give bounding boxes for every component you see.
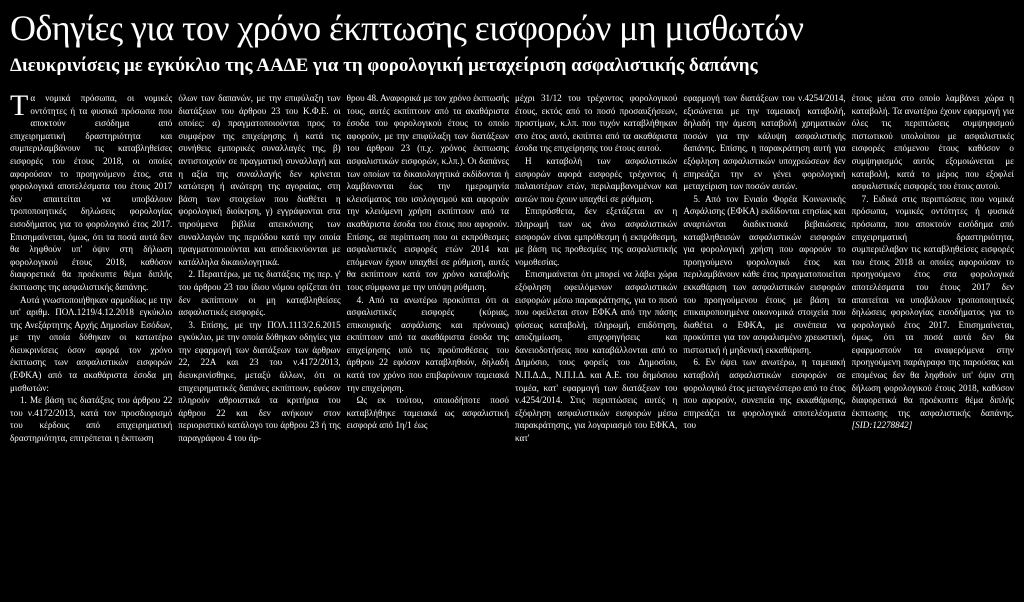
- article-column-6: [852, 92, 1014, 598]
- source-tag: [SID:12278842]: [851, 420, 913, 431]
- article-paragraph: 2. Περαιτέρω, με τις διατάξεις της περ. γ' του άρθρου 23 του ίδιου νόμου ορίζεται ότι δεν εκπίπτουν οι μη καταβληθείσες ασφαλιστικές εισφορές.: [178, 269, 341, 318]
- article-paragraph: θρου 48. Αναφορικά με τον χρόνο έκπτωσής τους, αυτές εκπίπτουν από τα ακαθάριστα έσοδα του φορολογικού έτους το οποίο αφορούν, με την επιφύλαξη των διατάξεων του άρθρου 23 (π.χ. χρόνος έκπτωσης ασφαλιστικών εισφορών, κ.λπ.). Οι δαπάνες των οποίων τα δικαιολογητικά εκδίδονται ή λαμβάνονται έως την ημερομηνία κλεισίματος του ισολογισμού και αφορούν την κλειόμενη χρήση εκπίπτουν από τα ακαθάριστα έσοδα του έτους που αφορούν. Επίσης, σε περίπτωση που οι εκπρόθεσμες ασφαλιστικές εισφορές ετών 2014 και επόμενων έχουν υπαχθεί σε ρύθμιση, αυτές θα εκπίπτουν κατά τον χρόνο καταβολής τους σύμφωνα με την υπόψη ρύθμιση.: [346, 93, 509, 292]
- article-paragraph: Αυτά γνωστοποιήθηκαν αρμοδίως με την υπ' αριθμ. ΠΟΛ.1219/4.12.2018 εγκύκλιο της Ανεξάρτητης Αρχής Δημοσίων Εσόδων, με την οποία δόθηκαν οι κατωτέρω διευκρινίσεις όσον αφορά τον χρόνο έκπτωσης των ασφαλιστικών εισφορών (ΕΦΚΑ) από τα ακαθάριστα έσοδα μη μισθωτών:: [10, 294, 173, 393]
- article-paragraph: 1. Με βάση τις διατάξεις του άρθρου 22 του ν.4172/2013, κατά τον προσδιορισμό του κέρδους από επιχειρηματική δραστηριότητα, επιτρέπεται η έκπτωση: [10, 395, 173, 444]
- article-paragraph: Η καταβολή των ασφαλιστικών εισφορών αφορά εισφορές τρέχοντος ή παλαιοτέρων ετών, περιλαμβανομένων και αυτών που έχουν υπαχθεί σε ρύθμιση.: [514, 155, 678, 204]
- article-column-4: [515, 92, 677, 598]
- article-paragraph: έτους μέσα στο οποίο λαμβάνει χώρα η καταβολή. Τα ανωτέρω έχουν εφαρμογή για όλες τις περιπτώσεις συμψηφισμού πιστωτικού υπολοίπου με ασφαλιστικές εισφορές επόμενου έτους καθόσον ο συμψηφισμός αυτός εξομοιώνεται με καταβολή, κατά το μέρος που εξοφλεί ασφαλιστικές εισφορές του έτους αυτού.: [851, 93, 1014, 192]
- article-paragraph: 7. Ειδικά στις περιπτώσεις που νομικά πρόσωπα, νομικές οντότητες ή φυσικά πρόσωπα, που αποκτούν εισόδημα από επιχειρηματική δραστηριότητα, συμπεριέλαβαν τις καταβληθείσες εισφορές του έτους 2018 οι οποίες αφορούσαν το προηγούμενο έτος στα φορολογικά αποτελέσματα του έτους 2017 δεν απαιτείται να υποβάλουν τροποποιητικές δηλώσεις φορολογίας εισοδήματος για το φορολογικό έτος 2017. Επισημαίνεται, όμως, ότι τα ποσά αυτά δεν θα εφαρμοστούν τα αναφερόμενα στην προηγούμενη παράγραφο της παρούσας και επομένως δεν θα ληφθούν υπ' όψιν στη δήλωση φορολογικού έτους 2018, καθόσον διαφορετικά θα προέκυπτε θέμα διπλής έκπτωσης της ασφαλιστικής δαπάνης. [SID:12278842]: [851, 193, 1014, 431]
- article-paragraph: όλων των δαπανών, με την επιφύλαξη των διατάξεων του άρθρου 23 του Κ.Φ.Ε. οι οποίες: α) πραγματοποιούνται προς το συμφέρον της επιχείρησης ή κατά τις συνήθεις εμπορικές συναλλαγές της, β) αντιστοιχούν σε πραγματική συναλλαγή και η αξία της συναλλαγής δεν κρίνεται κατώτερη ή ανώτερη της αγοραίας, στη βάση των στοιχείων που διαθέτει η φορολογική διοίκηση, γ) εγγράφονται στα τηρούμενα βιβλία απεικόνισης των συναλλαγών της περιόδου κατά την οποία πραγματοποιούνται και αποδεικνύονται με κατάλληλα δικαιολογητικά.: [178, 93, 341, 267]
- article-paragraph: 5. Από τον Ενιαίο Φορέα Κοινωνικής Ασφάλισης (ΕΦΚΑ) εκδίδονται ετησίως και αναρτώνται διαδικτυακά βεβαιώσεις καταβληθεισών ασφαλιστικών εισφορών για φορολογική χρήση που αφορούν το προηγούμενο φορολογικό έτος και περιλαμβάνουν κάθε έτος πραγματοποιείται εκκαθάριση των ασφαλιστικών εισφορών του προηγούμενου έτους με βάση τα επικαιροποιημένα οικονομικά στοιχεία που διαθέτει ο ΕΦΚΑ, με συνέπεια να προκύπτει για τον ασφαλισμένο χρεωστική, πιστωτική ή μηδενική εκκαθάριση.: [683, 193, 846, 355]
- article-paragraph: μέχρι 31/12 του τρέχοντος φορολογικού έτους, εκτός από το ποσό προσαυξήσεων, προστίμων, κ.λπ. που τυχόν καταβλήθηκαν στο έτος αυτό, εκπίπτει από τα ακαθάριστα έσοδα της επιχείρησης του έτους αυτού.: [514, 93, 678, 154]
- article-paragraph: 3. Επίσης, με την ΠΟΛ.1113/2.6.2015 εγκύκλιο, με την οποία δόθηκαν οδηγίες για την εφαρμογή των διατάξεων των άρθρων 22, 22Α και 23 του ν.4172/2013, διευκρινίσθηκε, μεταξύ άλλων, ότι οι επιχειρηματικές δαπάνες εκπίπτουν, εφόσον πληρούν αθροιστικά τα κριτήρια του άρθρου 22 και δεν ανήκουν στον περιοριστικό κατάλογο του άρθρου 23 ή της παραγράφου 4 του άρ-: [178, 319, 341, 444]
- drop-cap: Τ: [10, 92, 29, 122]
- article-paragraph: Ως εκ τούτου, οποιοδήποτε ποσό καταβλήθηκε ταμειακά ως ασφαλιστική εισφορά από 1η/1 έως: [346, 395, 509, 431]
- article-headline: Οδηγίες για τον χρόνο έκπτωσης εισφορών μη μισθωτών: [10, 8, 804, 48]
- article-column-2: [178, 92, 340, 598]
- article-paragraph: 6. Εν όψει των ανωτέρω, η ταμειακή καταβολή ασφαλιστικών εισφορών σε φορολογικό έτος μεταγενέστερο από το έτος που αφορούν, συνεπεία της εκκαθάρισης, επηρεάζει τα φορολογικά αποτελέσματα του: [683, 357, 846, 431]
- article-paragraph: Τα νομικά πρόσωπα, οι νομικές οντότητες ή τα φυσικά πρόσωπα που αποκτούν εισόδημα από επιχειρηματική δραστηριότητα και συμπεριλαμβάνουν τις καταβληθείσες εισφορές του έτους 2018, οι οποίες αφορούσαν το προηγούμενο έτος, στα φορολογικά αποτελέσματα του έτους 2017 δεν απαιτείται να υποβάλουν τροποποιητικές δηλώσεις φορολογίας εισοδήματος για το φορολογικό έτος 2017. Επισημαίνεται, όμως, ότι τα ποσά αυτά δεν θα ληφθούν υπ' όψιν στη δήλωση φορολογικού έτους 2018, καθόσον διαφορετικά θα προέκυπτε θέμα διπλής έκπτωσης της ασφαλιστικής δαπάνης.: [10, 92, 173, 292]
- article-paragraph: Επιπρόσθετα, δεν εξετάζεται αν η πληρωμή των ως άνω ασφαλιστικών εισφορών είναι εμπρόθεσμη ή εκπρόθεσμη, με βάση τις προθεσμίες της ασφαλιστικής νομοθεσίας.: [514, 206, 678, 267]
- article-paragraph: 4. Από τα ανωτέρω προκύπτει ότι οι ασφαλιστικές εισφορές (κύριας, επικουρικής ασφάλισης και πρόνοιας) εκπίπτουν από τα ακαθάριστα έσοδα της επιχείρησης υπό τις προϋποθέσεις του άρθρου 22 εφόσον καταβληθούν, δηλαδή κατά τον χρόνο που επιβαρύνουν ταμειακά την επιχείρηση.: [346, 294, 509, 393]
- article-column-1: [10, 92, 172, 598]
- article-body: [10, 92, 1014, 598]
- article-paragraph: Επισημαίνεται ότι μπορεί να λάβει χώρα εξόφληση οφειλόμενων ασφαλιστικών εισφορών μέσω παρακράτησης, για το ποσό που οφείλεται στον ΕΦΚΑ από την πάσης φύσεως καταβολή, πληρωμή, επιδότηση, αποζημίωση, επιχορηγήσεις και δανειοδοτήσεις που καταβάλλονται από το Δημόσιο, τους φορείς του Δημοσίου, Ν.Π.Δ.Δ., Ν.Π.Ι.Δ. και Α.Ε. του δημόσιου τομέα, κατ' εφαρμογή των διατάξεων του ν.4254/2014. Στις περιπτώσεις αυτές η εξόφληση ασφαλιστικών εισφορών μέσω παρακράτησης, για λογαριασμό του ΕΦΚΑ, κατ': [514, 269, 678, 444]
- article-paragraph: εφαρμογή των διατάξεων του ν.4254/2014, εξισώνεται με την ταμειακή καταβολή, δηλαδή την άμεση καταβολή χρηματικών ποσών για την κάλυψη ασφαλιστικής δαπάνης. Επίσης, η παρακράτηση αυτή για εξόφληση ασφαλιστικών υποχρεώσεων δεν επηρεάζει την εν γένει φορολογική μεταχείριση των ποσών αυτών.: [683, 93, 846, 192]
- article-column-5: [683, 92, 845, 598]
- article-subheadline: Διευκρινίσεις με εγκύκλιο της ΑΑΔΕ για τη φορολογική μεταχείριση ασφαλιστικής δαπάνης: [10, 55, 758, 76]
- article-column-3: [347, 92, 509, 598]
